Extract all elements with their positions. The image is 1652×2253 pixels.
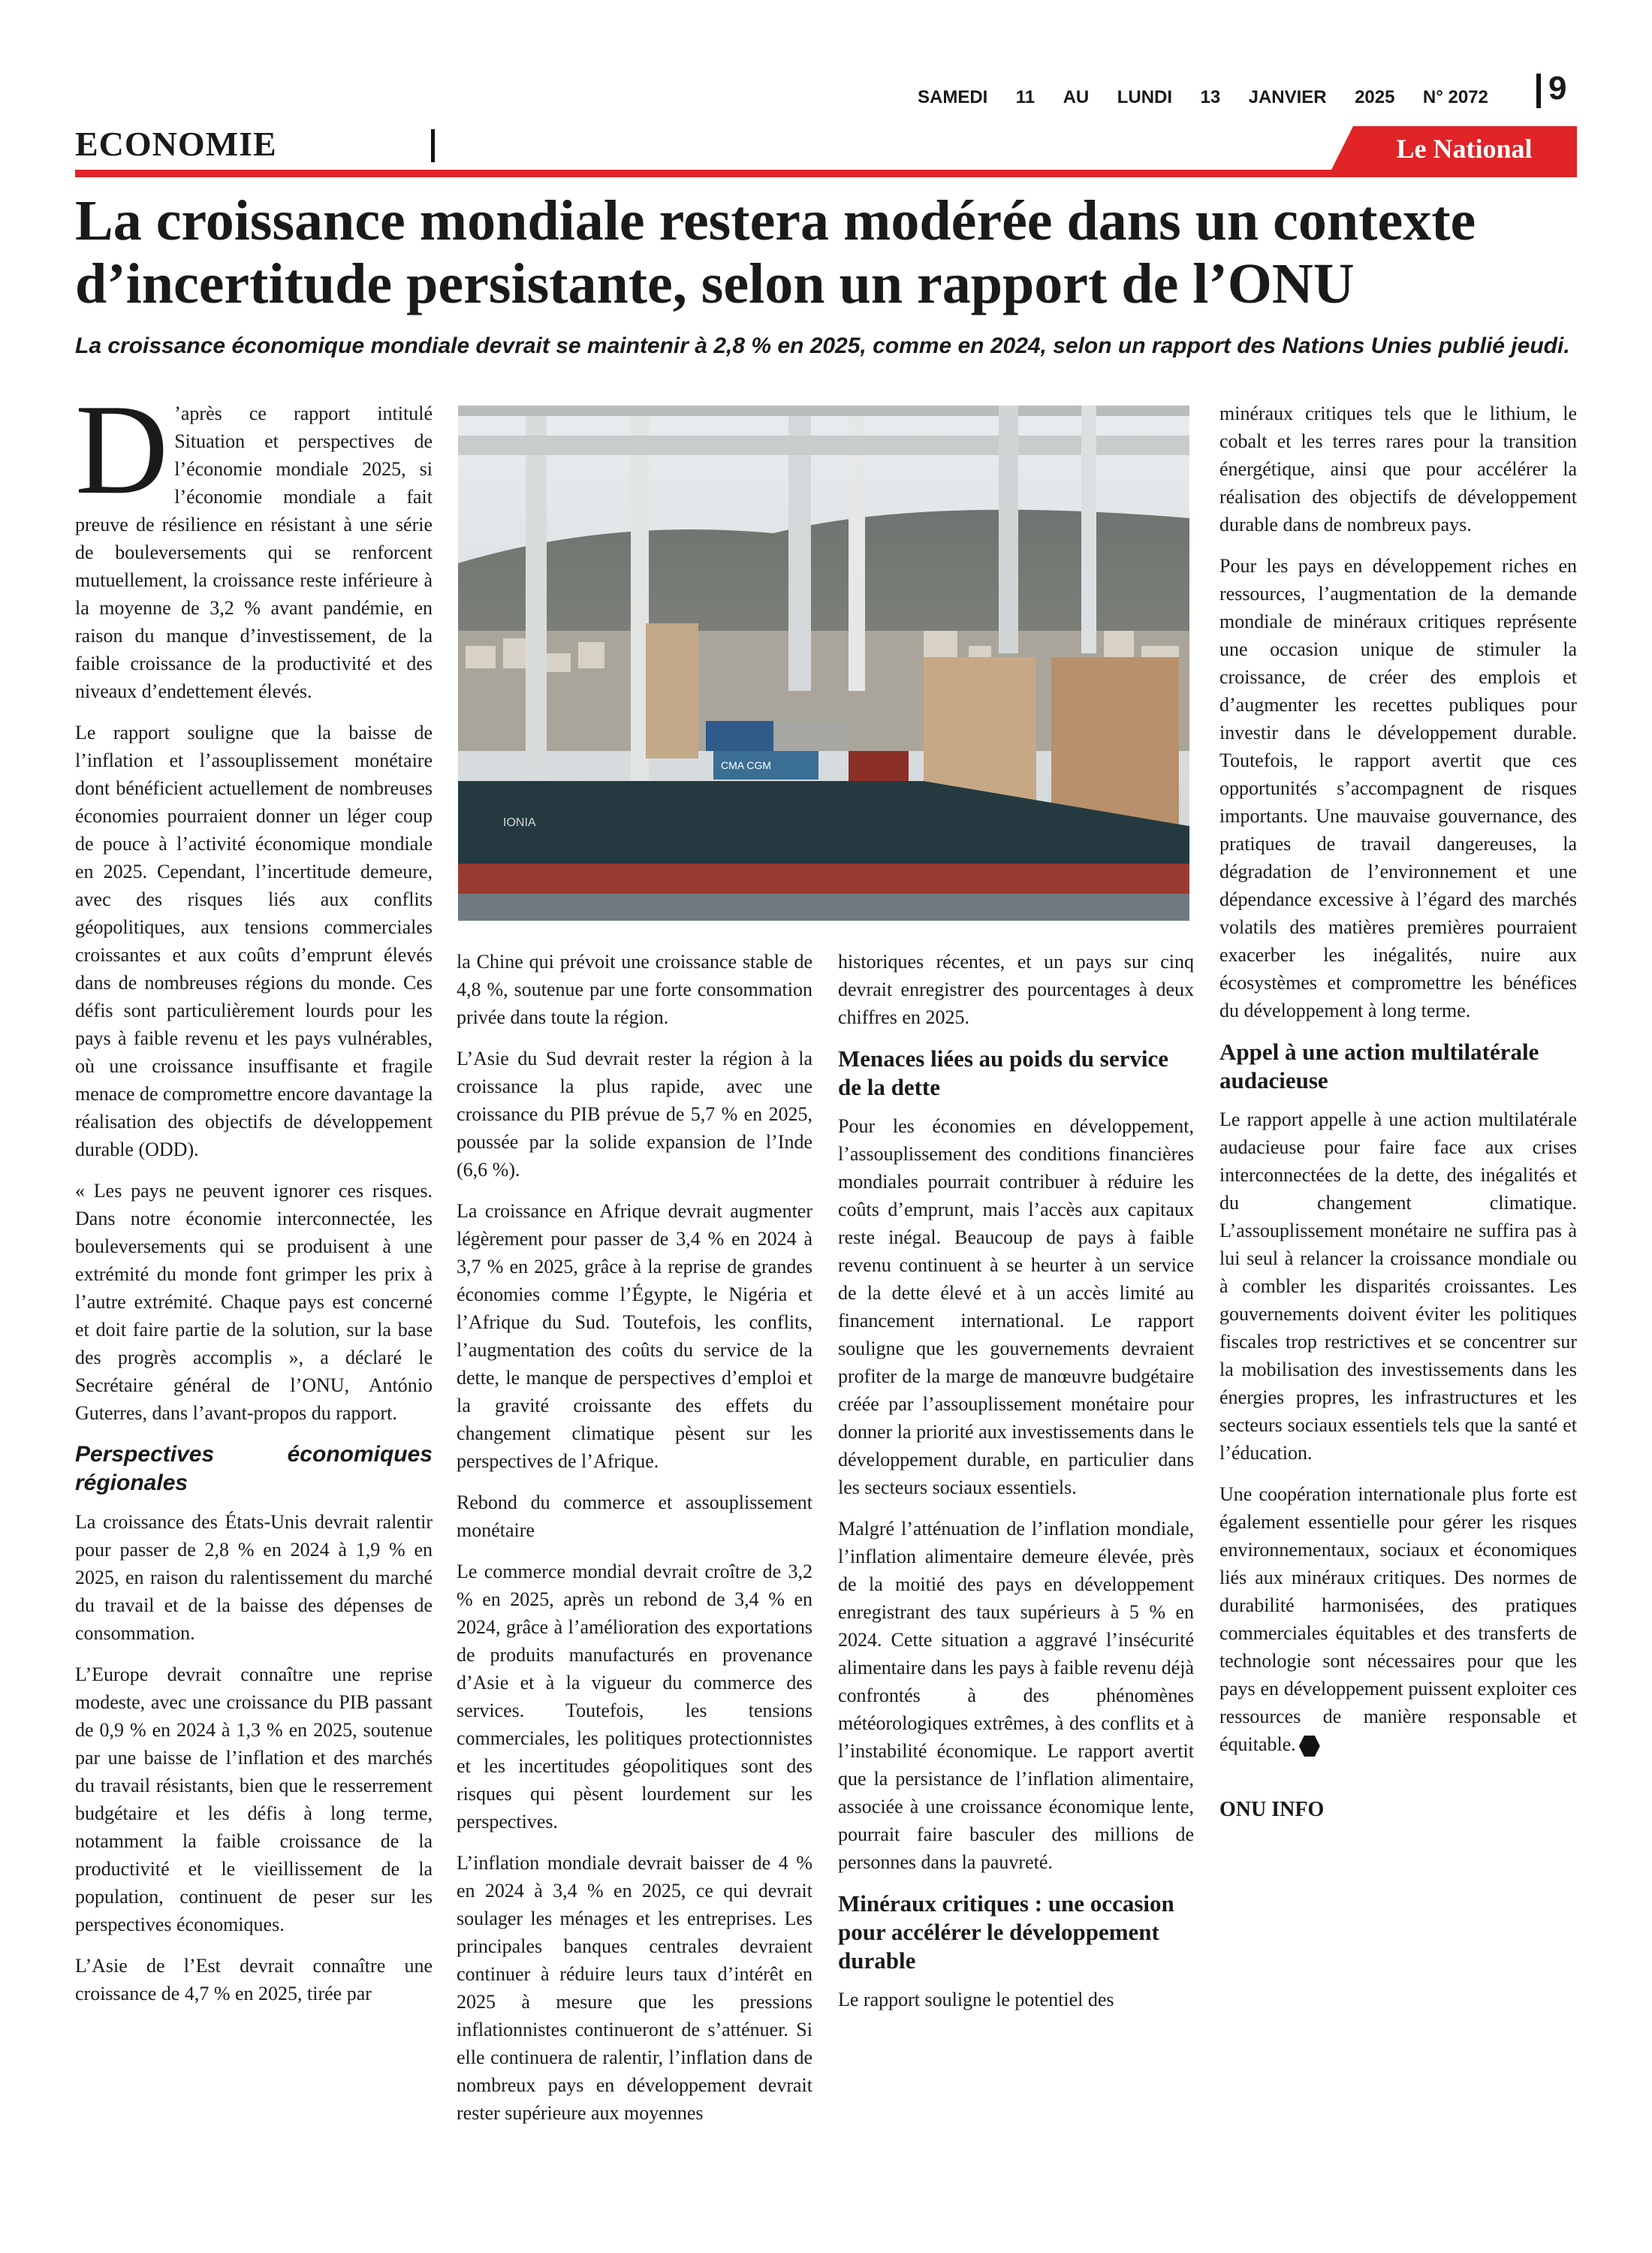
paragraph: Le commerce mondial devrait croître de 3,2 % en 2025, après un rebond de 3,4 % en 2024, grâce à l’amélioration des exportations de produits manufacturés en provenance d’Asie et à la vigueur du commerce des services. Toutefois, les tensions commerciales, les politiques protectionnistes et les incertitudes géopolitiques sont des risques qui pèsent lourdement sur les perspectives.: [457, 1561, 812, 1832]
section-title: ECONOMIE: [75, 125, 277, 163]
paragraph: La croissance en Afrique devrait augmenter légèrement pour passer de 3,4 % en 2024 à 3,7 % en 2025, grâce à la reprise de grandes économies comme l’Égypte, le Nigéria et l’Afrique du Sud. Toutefois, les conflits, l’augmentation des coûts du service de la dette, le manque de perspectives d’emploi et la gravité croissante des effets du changement climatique pèsent sur les perspectives de l’Afrique.: [457, 1200, 812, 1472]
page-number: 9: [1548, 70, 1567, 107]
section-divider: [431, 129, 435, 162]
paragraph: L’Asie du Sud devrait rester la région à la croissance la plus rapide, avec une croissance du PIB prévue de 5,7 % en 2025, poussée par la solide expansion de l’Inde (6,6 %).: [457, 1048, 812, 1181]
masthead-day-end-number: 13: [1200, 87, 1221, 107]
paragraph: Pour les économies en développement, l’assouplissement des conditions financières mondiales pourrait contribuer à réduire les coûts d’emprunt, mais l’accès aux capitaux reste inégal. Beaucoup de pays à faible revenu continuent à se heurter à un service de la dette élevé et à un accès limité au financement international. Le rapport souligne que les gouvernements devraient profiter de la marge de manœuvre budgétaire créée par l’assouplissement monétaire pour donner la priorité aux investissements dans le développement durable, en particulier dans les secteurs sociaux essentiels.: [838, 1115, 1194, 1498]
paragraph: minéraux critiques tels que le lithium, le cobalt et les terres rares pour la transition énergétique, ainsi que pour accélérer la réalisation des objectifs de développement durable dans de nombreux pays.: [1219, 403, 1577, 535]
subheading: Minéraux critiques : une occasion pour accélérer le développement durable: [838, 1890, 1174, 1974]
paragraph: [75, 379, 433, 705]
paragraph: Le rapport souligne que la baisse de l’inflation et l’assouplissement monétaire dont bénéficient actuellement de nombreuses économies pourraient donner un léger coup de pouce à l’activité économique mondiale en 2025. Cependant, l’incertitude demeure, avec des risques liés aux conflits géopolitiques, aux tensions commerciales croissantes et aux coûts d’emprunt élevés dans de nombreuses régions du monde. Ces défis sont particulièrement lourds pour les pays à faible revenu et les pays vulnérables, où une croissance insuffisante et fragile menace de compromettre encore davantage la réalisation des objectifs de développement durable (ODD).: [75, 722, 433, 1160]
paragraph-text: ’après ce rapport intitulé Situation et perspectives de l’économie mondiale 2025, si l’économie mondiale a fait preuve de résilience en résistant à une série de bouleversements qui se renforcent mutuellement, la croissance reste inférieure à la moyenne de 3,2 % avant pandémie, en raison du manque d’investissement, de la faible croissance de la productivité et des niveaux d’endettement élevés.: [75, 403, 433, 702]
paragraph: Le rapport appelle à une action multilatérale audacieuse pour faire face aux crises interconnectées de la dette, des inégalités et du changement climatique. L’assouplissement monétaire ne suffira pas à lui seul à relancer la croissance mondiale ou à combler les disparités croissantes. Les gouvernements doivent éviter les politiques fiscales trop restrictives et se concentrer sur la mobilisation des investissements dans les énergies propres, les infrastructures et les secteurs sociaux essentiels tels que la santé et l’éducation.: [1219, 1108, 1577, 1464]
masthead-day-start: SAMEDI: [918, 87, 988, 107]
paragraph: [1219, 1480, 1577, 1758]
drop-cap: D: [75, 379, 169, 521]
ship-name: IONIA: [503, 816, 536, 829]
masthead-month: JANVIER: [1248, 87, 1327, 107]
lead-paragraph: La croissance économique mondiale devrait se maintenir à 2,8 % en 2025, comme en 2024, selon un rapport des Nations Unies publié jeudi.: [75, 333, 1570, 358]
masthead-day-start-number: 11: [1015, 87, 1036, 107]
subheading: Appel à une action multilatérale audacieuse: [1219, 1039, 1539, 1093]
paragraph: historiques récentes, et un pays sur cinq devrait enregistrer des pourcentages à deux chiffres en 2025.: [838, 951, 1194, 1028]
paragraph: La croissance des États-Unis devrait ralentir pour passer de 2,8 % en 2024 à 1,9 % en 2025, en raison du ralentissement du marché du travail et de la baisse des dépenses de consommation.: [75, 1511, 433, 1644]
paragraph: Le rapport souligne le potentiel des: [838, 1989, 1114, 2010]
port-ship-photo: [458, 406, 1189, 921]
container-label: CMA CGM: [721, 759, 771, 771]
subheading: Perspectives économiques régionales: [75, 1442, 433, 1495]
paragraph: la Chine qui prévoit une croissance stable de 4,8 %, soutenue par une forte consommation privée dans toute la région.: [457, 951, 812, 1028]
masthead-date-line: [918, 84, 1488, 111]
masthead-day-end: LUNDI: [1117, 87, 1173, 107]
article-column-4: [1219, 400, 1577, 1823]
paragraph: Malgré l’atténuation de l’inflation mondiale, l’inflation alimentaire demeure élevée, près de la moitié des pays en développement enregistrant des taux supérieurs à 5 % en 2024. Cette situation a aggravé l’insécurité alimentaire dans les pays à faible revenu déjà confrontés à des phénomènes météorologiques extrêmes, à des conflits et à l’instabilité économique. Le rapport avertit que la persistance de l’inflation alimentaire, associée à une croissance économique lente, pourrait faire basculer des millions de personnes dans la pauvreté.: [838, 1518, 1194, 1873]
paragraph: Pour les pays en développement riches en ressources, l’augmentation de la demande mondiale de minéraux critiques représente une occasion unique de stimuler la croissance, de créer des emplois et d’augmenter les recettes publiques pour investir dans le développement durable. Toutefois, le rapport avertit que ces opportunités s’accompagnent de risques importants. Une mauvaise gouvernance, des pratiques de travail dangereuses, la dégradation de l’environnement et une dépendance excessive à l’égard des marchés volatils des matières premières pourraient exacerber les inégalités, nuire aux écosystèmes et compromettre les bénéfices du développement à long terme.: [1219, 555, 1577, 1021]
paragraph: L’inflation mondiale devrait baisser de 4 % en 2024 à 3,4 % en 2025, ce qui devrait soulager les ménages et les entreprises. Les principales banques centrales devraient continuer à réduire leurs taux d’intérêt en 2025 à mesure que les pressions inflationnistes continueront de s’atténuer. Si elle continuera de ralentir, l’inflation dans de nombreux pays en développement devrait rester supérieure aux moyennes: [457, 1852, 812, 2124]
issue-number: N° 2072: [1422, 87, 1488, 107]
end-of-article-icon: [1299, 1736, 1320, 1757]
newspaper-brand: Le National: [1396, 134, 1533, 164]
paragraph: L’Europe devrait connaître une reprise modeste, avec une croissance du PIB passant de 0,9 % en 2024 à 1,3 % en 2025, soutenue par une baisse de l’inflation et des marchés du travail résistants, bien que le resserrement budgétaire et les défis à long terme, notamment la faible croissance de la productivité et le vieillissement de la population, continuent de peser sur les perspectives économiques.: [75, 1663, 433, 1935]
paragraph: Rebond du commerce et assouplissement monétaire: [457, 1491, 812, 1541]
article-column-1: [75, 379, 433, 2021]
masthead-au: AU: [1063, 87, 1090, 107]
article-column-2: [457, 948, 812, 2140]
paragraph-text: Une coopération internationale plus forte est également essentielle pour gérer les risques environnementaux, sociaux et économiques liés aux minéraux critiques. Des normes de durabilité harmonisées, des pratiques commerciales équitables et des transferts de technologie sont nécessaires pour que les pays en développement puissent exploiter ces ressources de manière responsable et équitable.: [1219, 1483, 1577, 1755]
paragraph: L’Asie de l’Est devrait connaître une croissance de 4,7 % en 2025, tirée par: [75, 1955, 433, 2004]
subheading: Menaces liées au poids du service de la dette: [838, 1045, 1168, 1100]
header-rule: [75, 170, 1577, 177]
article-photo: [458, 406, 1189, 921]
page-number-divider: [1536, 74, 1541, 108]
article-signature: ONU INFO: [1219, 1798, 1325, 1821]
headline: La croissance mondiale restera modérée dans un contexte d’incertitude persistante, selon un rapport de l’ONU: [75, 189, 1476, 315]
paragraph: « Les pays ne peuvent ignorer ces risques. Dans notre économie interconnectée, les bouleversements qui se produisent à une extrémité du monde font grimper les prix à l’autre extrémité. Chaque pays est concerné et doit faire partie de la solution, sur la base des progrès accomplis », a déclaré le Secrétaire général de l’ONU, António Guterres, dans l’avant-propos du rapport.: [75, 1180, 433, 1424]
article-column-3: [838, 948, 1194, 2027]
masthead-year: 2025: [1355, 87, 1395, 107]
